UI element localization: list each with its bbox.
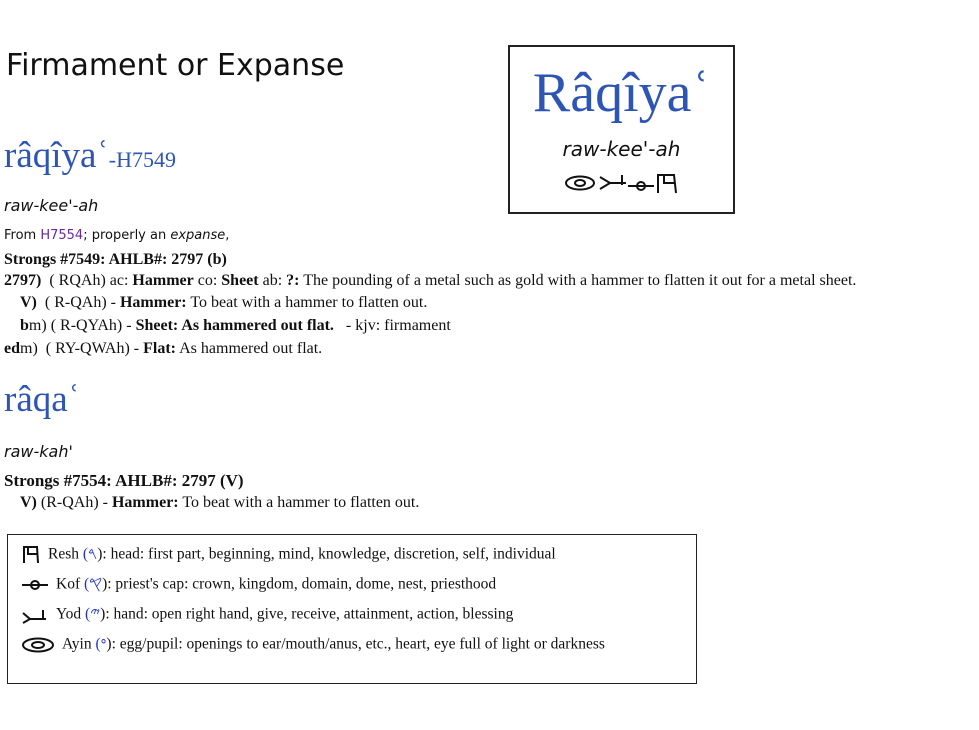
root-ac-val: Hammer: [132, 272, 194, 289]
root-definition: [4, 272, 856, 290]
bm-kjv: - kjv: firmament: [345, 317, 451, 334]
v2-label: V): [20, 494, 37, 511]
featured-word: Râqîyaʿ: [532, 62, 711, 124]
v2-desc: To beat with a hammer to flatten out.: [182, 494, 420, 511]
legend-row-resh: [20, 545, 556, 565]
legend-row-ayin: [20, 635, 605, 655]
legend-close: ):: [100, 605, 110, 623]
entry2-verb-definition: [20, 494, 419, 512]
entry2-strongs-line: Strongs #7554: AHLB#: 2797 (V): [4, 471, 244, 490]
from-italic: expanse: [170, 228, 226, 243]
root-tag: ( RQAh): [49, 272, 106, 289]
v2-tag: (R-QAh) -: [40, 494, 108, 511]
edm-definition: [4, 340, 322, 358]
entry2-headword: râqaʿ: [4, 379, 80, 420]
legend-desc: hand: open right hand, give, receive, attainment, action, blessing: [113, 605, 514, 623]
v-label: V): [20, 294, 37, 311]
bm-definition: [20, 317, 451, 335]
ayin-eye-icon: [566, 177, 594, 190]
legend-close: ):: [106, 635, 116, 653]
edm-tag: ( RY-QWAh) -: [45, 340, 140, 357]
root-ac: ac:: [109, 272, 129, 289]
edm-label-m: m): [20, 340, 38, 357]
edm-word: Flat:: [143, 340, 176, 357]
legend-row-yod: [20, 605, 513, 625]
root-ab-val: ?:: [286, 272, 300, 289]
legend-row-kof: [20, 575, 496, 595]
v-desc: To beat with a hammer to flatten out.: [190, 294, 428, 311]
from-end: ,: [225, 228, 230, 243]
legend-name: Ayin: [62, 635, 92, 653]
from-mid: ; properly an: [83, 228, 171, 243]
legend-paleo: (𐤓: [82, 545, 98, 563]
h7554-link[interactable]: H7554: [40, 228, 84, 243]
legend-desc: egg/pupil: openings to ear/mouth/anus, etc., heart, eye full of light or darkness: [119, 635, 605, 653]
legend-desc: priest's cap: crown, kingdom, domain, dome, nest, priesthood: [115, 575, 497, 593]
bm-word: Sheet: As hammered out flat.: [135, 317, 334, 334]
bm-label-b: b: [20, 317, 29, 334]
yod-hand-icon: [600, 175, 626, 189]
featured-word-box: [508, 45, 735, 214]
paleo-glyph-row: [564, 169, 684, 199]
root-ab: ab:: [262, 272, 283, 289]
edm-label-b: ed: [4, 340, 20, 357]
featured-pronunciation: raw-kee'-ah: [562, 137, 681, 161]
entry1-strong-ref[interactable]: -H7549: [108, 147, 176, 172]
legend-name: Kof: [56, 575, 81, 593]
verb-definition: [20, 294, 427, 312]
v-word: Hammer:: [119, 294, 187, 311]
resh-head-icon: [658, 175, 676, 193]
bm-label-m: m): [28, 317, 47, 334]
legend-paleo: (𐤒: [83, 575, 103, 593]
kof-cap-icon: [20, 575, 50, 595]
legend-name: Yod: [56, 605, 82, 623]
entry1-pronunciation: raw-kee'-ah: [4, 196, 99, 215]
legend-paleo: (𐤉: [85, 605, 101, 623]
legend-close: ):: [102, 575, 112, 593]
entry2-pronunciation: raw-kah': [4, 442, 73, 461]
entry1-headword: [4, 134, 176, 177]
ayin-eye-icon: [20, 635, 56, 655]
entry1-from-line: [4, 228, 229, 243]
entry1-word: râqîyaʿ: [4, 135, 109, 176]
from-prefix: From: [4, 228, 41, 243]
entry1-strongs-line: Strongs #7549: AHLB#: 2797 (b): [4, 251, 227, 268]
root-num: 2797): [4, 272, 42, 289]
legend-name: Resh: [48, 545, 79, 563]
resh-head-icon: [20, 545, 42, 565]
legend-desc: head: first part, beginning, mind, knowledge, discretion, self, individual: [110, 545, 556, 563]
v-tag: ( R-QAh) -: [44, 294, 116, 311]
kof-cap-icon: [628, 182, 654, 190]
root-co-val: Sheet: [221, 272, 259, 289]
root-co: co:: [197, 272, 218, 289]
edm-desc: As hammered out flat.: [179, 340, 323, 357]
yod-hand-icon: [20, 605, 50, 625]
paleo-legend-box: [7, 534, 697, 684]
bm-tag: ( R-QYAh) -: [50, 317, 132, 334]
legend-paleo: (𐤏: [95, 635, 107, 653]
root-desc: The pounding of a metal such as gold with a hammer to flatten it out for a metal sheet.: [303, 272, 857, 289]
v2-word: Hammer:: [111, 494, 179, 511]
legend-close: ):: [97, 545, 107, 563]
page-title: Firmament or Expanse: [6, 48, 345, 83]
